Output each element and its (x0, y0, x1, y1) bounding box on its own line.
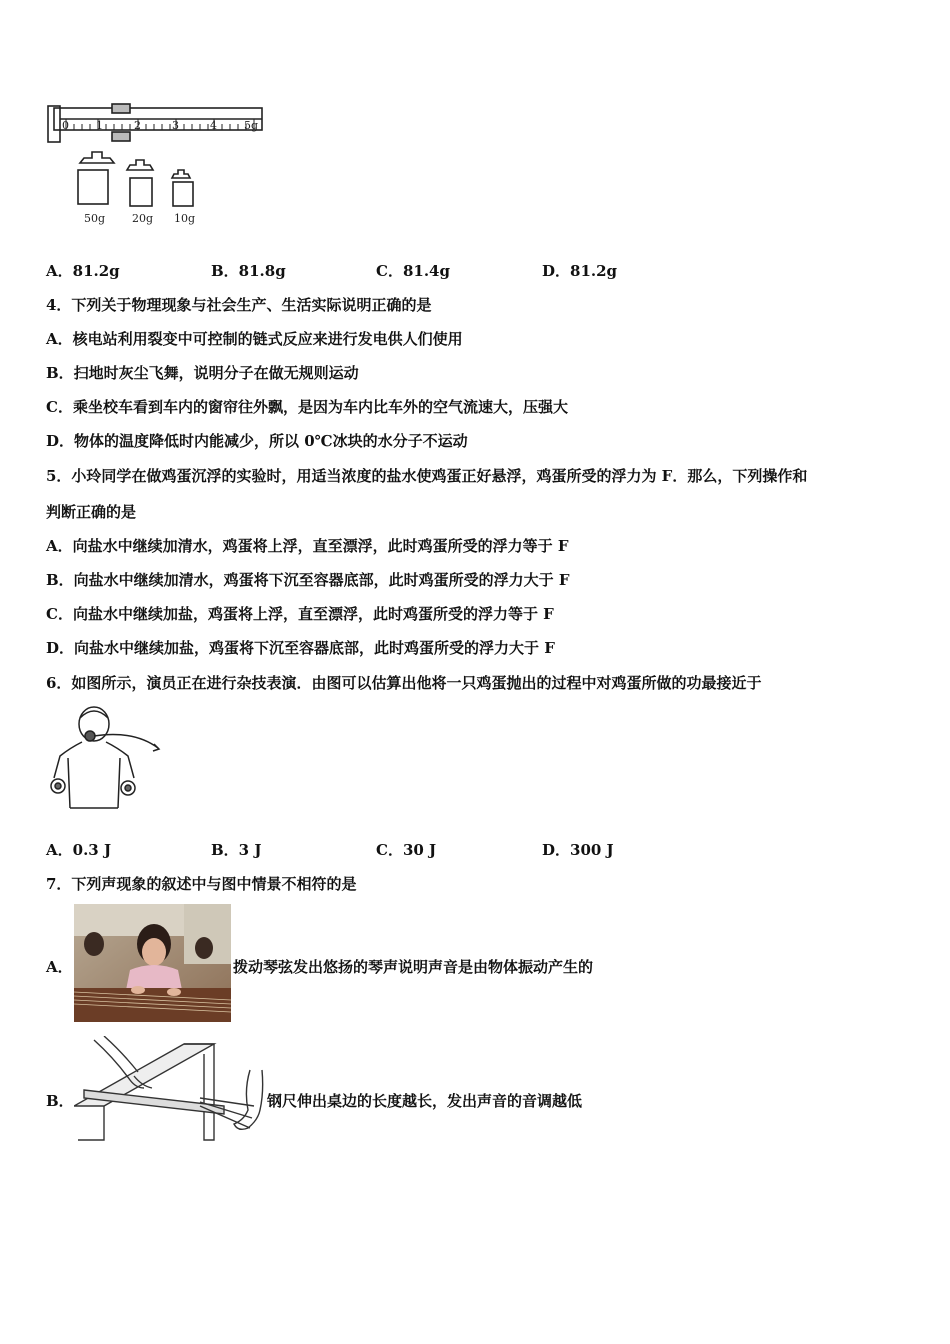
scale-tick-3: 3 (172, 119, 179, 132)
q3-option-a: A．81.2g (46, 262, 120, 280)
q7-stem: 7．下列声现象的叙述中与图中情景不相符的是 (46, 875, 357, 893)
q7-option-b-text: 钢尺伸出桌边的长度越长，发出声音的音调越低 (267, 1092, 583, 1110)
q3-option-c: C．81.4g (376, 262, 450, 280)
weight-label-10g: 10g (174, 212, 196, 225)
scale-tick-1: 1 (96, 119, 103, 132)
q5-option-a: A．向盐水中继续加清水，鸡蛋将上浮，直至漂浮，此时鸡蛋所受的浮力等于 F (46, 537, 569, 555)
zither-girl-photo (74, 904, 231, 1022)
q5-stem-line2: 判断正确的是 (46, 503, 137, 521)
steel-ruler-table-figure (74, 1036, 264, 1142)
q6-option-d: D．300 J (542, 841, 614, 859)
q5-option-c: C．向盐水中继续加盐，鸡蛋将上浮，直至漂浮，此时鸡蛋所受的浮力等于 F (46, 605, 554, 623)
balance-scale-figure (44, 100, 274, 230)
q7-option-a-label: A． (46, 958, 73, 976)
q4-option-c: C．乘坐校车看到车内的窗帘往外飘，是因为车内比车外的空气流速大，压强大 (46, 398, 568, 416)
q4-option-a: A．核电站利用裂变中可控制的链式反应来进行发电供人们使用 (46, 330, 463, 348)
q6-option-c: C．30 J (376, 841, 437, 859)
weight-label-20g: 20g (132, 212, 154, 225)
weight-label-50g: 50g (84, 212, 106, 225)
q3-option-b: B．81.8g (211, 262, 286, 280)
q5-stem-line1: 5．小玲同学在做鸡蛋沉浮的实验时，用适当浓度的盐水使鸡蛋正好悬浮，鸡蛋所受的浮力为 F．那么，下列操作和 (46, 467, 808, 485)
q4-stem: 4．下列关于物理现象与社会生产、生活实际说明正确的是 (46, 296, 432, 314)
q7-option-a-text: 拨动琴弦发出悠扬的琴声说明声音是由物体振动产生的 (233, 958, 594, 976)
q3-option-d: D．81.2g (542, 262, 618, 280)
q4-option-b: B．扫地时灰尘飞舞，说明分子在做无规则运动 (46, 364, 359, 382)
q6-stem: 6．如图所示，演员正在进行杂技表演．由图可以估算出他将一只鸡蛋抛出的过程中对鸡蛋所做的功最接近于 (46, 674, 762, 692)
scale-tick-0: 0 (62, 119, 69, 132)
q6-option-b: B．3 J (211, 841, 262, 859)
q6-option-a: A．0.3 J (46, 841, 112, 859)
q5-option-b: B．向盐水中继续加清水，鸡蛋将下沉至容器底部，此时鸡蛋所受的浮力大于 F (46, 571, 570, 589)
scale-tick-2: 2 (134, 119, 141, 132)
juggler-figure (44, 702, 164, 824)
q7-option-b-label: B． (46, 1092, 74, 1110)
q5-option-d: D．向盐水中继续加盐，鸡蛋将下沉至容器底部，此时鸡蛋所受的浮力大于 F (46, 639, 555, 657)
scale-tick-5: 5g (244, 119, 259, 132)
scale-tick-4: 4 (210, 119, 217, 132)
q4-option-d: D．物体的温度降低时内能减少，所以 0℃冰块的水分子不运动 (46, 432, 468, 450)
